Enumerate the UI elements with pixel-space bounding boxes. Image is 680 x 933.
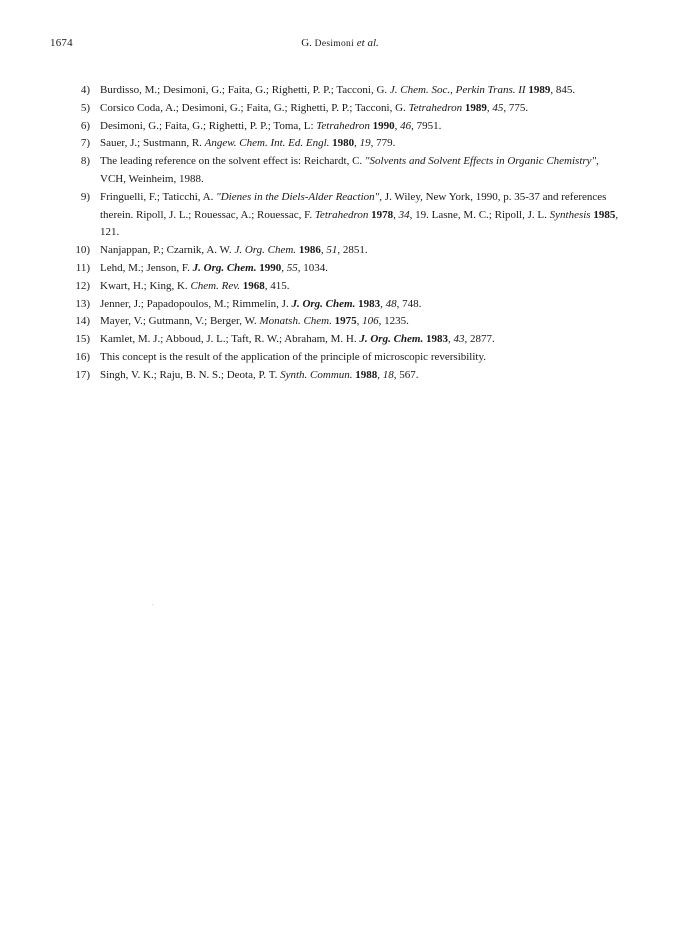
reference-fragment: 1986 (298, 244, 321, 257)
reference-fragment: , 775. (503, 101, 529, 114)
reference-text (100, 189, 620, 242)
reference-fragment: Tetrahedron (408, 101, 463, 114)
reference-list (74, 82, 620, 385)
reference-fragment: Kwart, H.; King, K. (100, 279, 191, 292)
reference-fragment: , 121. (100, 208, 619, 239)
reference-fragment: , 845. (550, 84, 576, 96)
reference-fragment: 1988 (355, 368, 378, 381)
reference-fragment: 1990 (372, 119, 395, 132)
reference-number: 15) (75, 333, 90, 346)
reference-text (100, 278, 620, 296)
reference-item (74, 118, 620, 136)
reference-text (100, 367, 620, 385)
reference-fragment: 1968 (242, 279, 265, 292)
reference-item (74, 135, 620, 153)
reference-number: 10) (75, 244, 90, 257)
reference-fragment: 1990 (259, 261, 282, 274)
reference-fragment: , 748. (396, 297, 422, 310)
reference-number: 8) (80, 155, 90, 168)
reference-fragment: Tetrahedron (316, 119, 370, 132)
reference-fragment: , (447, 333, 454, 346)
reference-fragment: , 19. Lasne, M. C.; Ripoll, J. L. (409, 208, 550, 221)
reference-item (74, 349, 620, 367)
reference-fragment: , (486, 101, 493, 114)
reference-item (74, 367, 620, 385)
reference-item (74, 278, 620, 296)
reference-number: 16) (75, 350, 90, 363)
reference-number: 11) (75, 261, 90, 274)
reference-fragment: , (377, 368, 383, 381)
reference-fragment: The leading reference on the solvent effect is: Reichardt, C. (100, 155, 365, 168)
reference-fragment: , 1235. (378, 315, 409, 328)
reference-fragment: Desimoni, G.; Faita, G.; Righetti, P. P.; Toma, L: (100, 119, 317, 132)
running-head-author: Desimoni (314, 39, 355, 49)
reference-fragment: , (393, 208, 399, 221)
running-head-etal: et al. (354, 37, 379, 49)
reference-fragment: , 415. (264, 279, 290, 292)
running-head-initial: G. (301, 37, 315, 49)
reference-text (100, 349, 620, 367)
reference-number: 17) (75, 368, 90, 381)
reference-fragment: "Dienes in the Diels-Alder Reaction" (216, 190, 380, 203)
reference-fragment: 1985 (593, 208, 616, 221)
reference-item (74, 260, 620, 278)
reference-fragment: 1980 (332, 137, 355, 150)
reference-text (100, 331, 620, 349)
reference-fragment: , 1034. (297, 261, 328, 274)
reference-fragment: "Solvents and Solvent Effects in Organic Chemistry" (364, 155, 597, 168)
reference-fragment: Jenner, J.; Papadopoulos, M.; Rimmelin, J. (100, 297, 292, 310)
reference-fragment: , J. Wiley, New York, 1990, p. 35-37 and references therein. Ripoll, J. L.; Rouessac, A.; Rouessac, F. (100, 190, 607, 221)
reference-fragment: Sauer, J.; Sustmann, R. (100, 137, 205, 150)
reference-item (74, 100, 620, 118)
scan-speck (152, 604, 153, 605)
reference-fragment: Lehd, M.; Jenson, F. (100, 261, 193, 274)
page-number: 1674 (50, 37, 73, 49)
reference-fragment: Synthesis (549, 208, 591, 221)
reference-text (100, 242, 620, 260)
reference-fragment: , 2877. (464, 333, 495, 346)
reference-fragment: , (320, 244, 327, 257)
reference-fragment: 51 (326, 244, 338, 257)
reference-item (74, 153, 620, 189)
reference-fragment: J. Org. Chem. (359, 333, 424, 346)
reference-fragment: Angew. Chem. Int. Ed. Engl. (204, 137, 330, 150)
reference-number: 14) (75, 315, 90, 328)
reference-fragment: 1983 (425, 333, 448, 346)
reference-item (74, 296, 620, 314)
reference-fragment: , 567. (393, 368, 419, 381)
reference-item (74, 331, 620, 349)
reference-fragment: Singh, V. K.; Raju, B. N. S.; Deota, P. T. (100, 368, 281, 381)
reference-fragment: 46 (400, 119, 412, 132)
reference-text (100, 260, 620, 278)
reference-fragment: Synth. Commun. (280, 368, 353, 381)
reference-text (100, 135, 620, 153)
reference-text (100, 313, 620, 331)
reference-fragment: J. Org. Chem. (291, 297, 356, 310)
reference-fragment: J. Chem. Soc., Perkin Trans. II (389, 84, 526, 96)
reference-fragment: Tetrahedron (314, 208, 369, 221)
reference-fragment: Mayer, V.; Gutmann, V.; Berger, W. (100, 315, 260, 328)
reference-item (74, 82, 620, 100)
reference-number: 5) (80, 101, 90, 114)
reference-fragment: 106 (362, 315, 379, 328)
reference-text (100, 153, 620, 189)
reference-fragment: 1975 (334, 315, 357, 328)
reference-number: 7) (80, 137, 90, 150)
reference-fragment: 55 (286, 261, 298, 274)
reference-fragment: , 2851. (337, 244, 368, 257)
reference-number: 4) (80, 84, 90, 96)
reference-text (100, 296, 620, 314)
reference-fragment: 48 (385, 297, 397, 310)
reference-fragment: Nanjappan, P.; Czarnik, A. W. (100, 244, 235, 257)
reference-fragment: Kamlet, M. J.; Abboud, J. L.; Taft, R. W.; Abraham, M. H. (100, 333, 360, 346)
reference-fragment: J. Org. Chem. (234, 244, 297, 257)
reference-fragment: 19 (359, 137, 371, 150)
reference-number: 12) (75, 279, 90, 292)
reference-fragment: 1978 (371, 208, 394, 221)
running-head (0, 37, 680, 49)
reference-fragment: J. Org. Chem. (192, 261, 257, 274)
reference-fragment: , (394, 119, 401, 132)
reference-item (74, 313, 620, 331)
reference-text (100, 100, 620, 118)
reference-fragment: Corsico Coda, A.; Desimoni, G.; Faita, G.; Righetti, P. P.; Tacconi, G. (100, 101, 409, 114)
reference-fragment: 1989 (464, 101, 487, 114)
reference-fragment: Monatsh. Chem. (259, 315, 332, 328)
reference-fragment: Fringuelli, F.; Taticchi, A. (100, 190, 217, 203)
reference-fragment: , 779. (370, 137, 396, 150)
reference-item (74, 242, 620, 260)
reference-fragment: , VCH, Weinheim, 1988. (100, 155, 599, 185)
reference-fragment: , (356, 315, 363, 328)
reference-fragment: Burdisso, M.; Desimoni, G.; Faita, G.; Righetti, P. P.; Tacconi, G. (100, 84, 390, 96)
reference-fragment: 1989 (528, 84, 551, 96)
reference-number: 9) (80, 190, 90, 203)
reference-fragment: , (380, 297, 386, 310)
reference-fragment: 43 (453, 333, 465, 346)
reference-text (100, 118, 620, 136)
reference-fragment: Chem. Rev. (190, 279, 241, 292)
reference-number: 13) (75, 297, 90, 310)
reference-fragment: 1983 (358, 297, 381, 310)
reference-fragment: , 7951. (411, 119, 442, 132)
reference-fragment: , (281, 261, 287, 274)
reference-fragment: 45 (492, 101, 504, 114)
reference-text (100, 82, 620, 100)
reference-fragment: , (354, 137, 360, 150)
reference-item (74, 189, 620, 242)
reference-fragment: 34 (398, 208, 410, 221)
reference-fragment: This concept is the result of the application of the principle of microscopic reversibility. (100, 350, 487, 363)
reference-fragment: 18 (382, 368, 394, 381)
reference-number: 6) (80, 119, 90, 132)
